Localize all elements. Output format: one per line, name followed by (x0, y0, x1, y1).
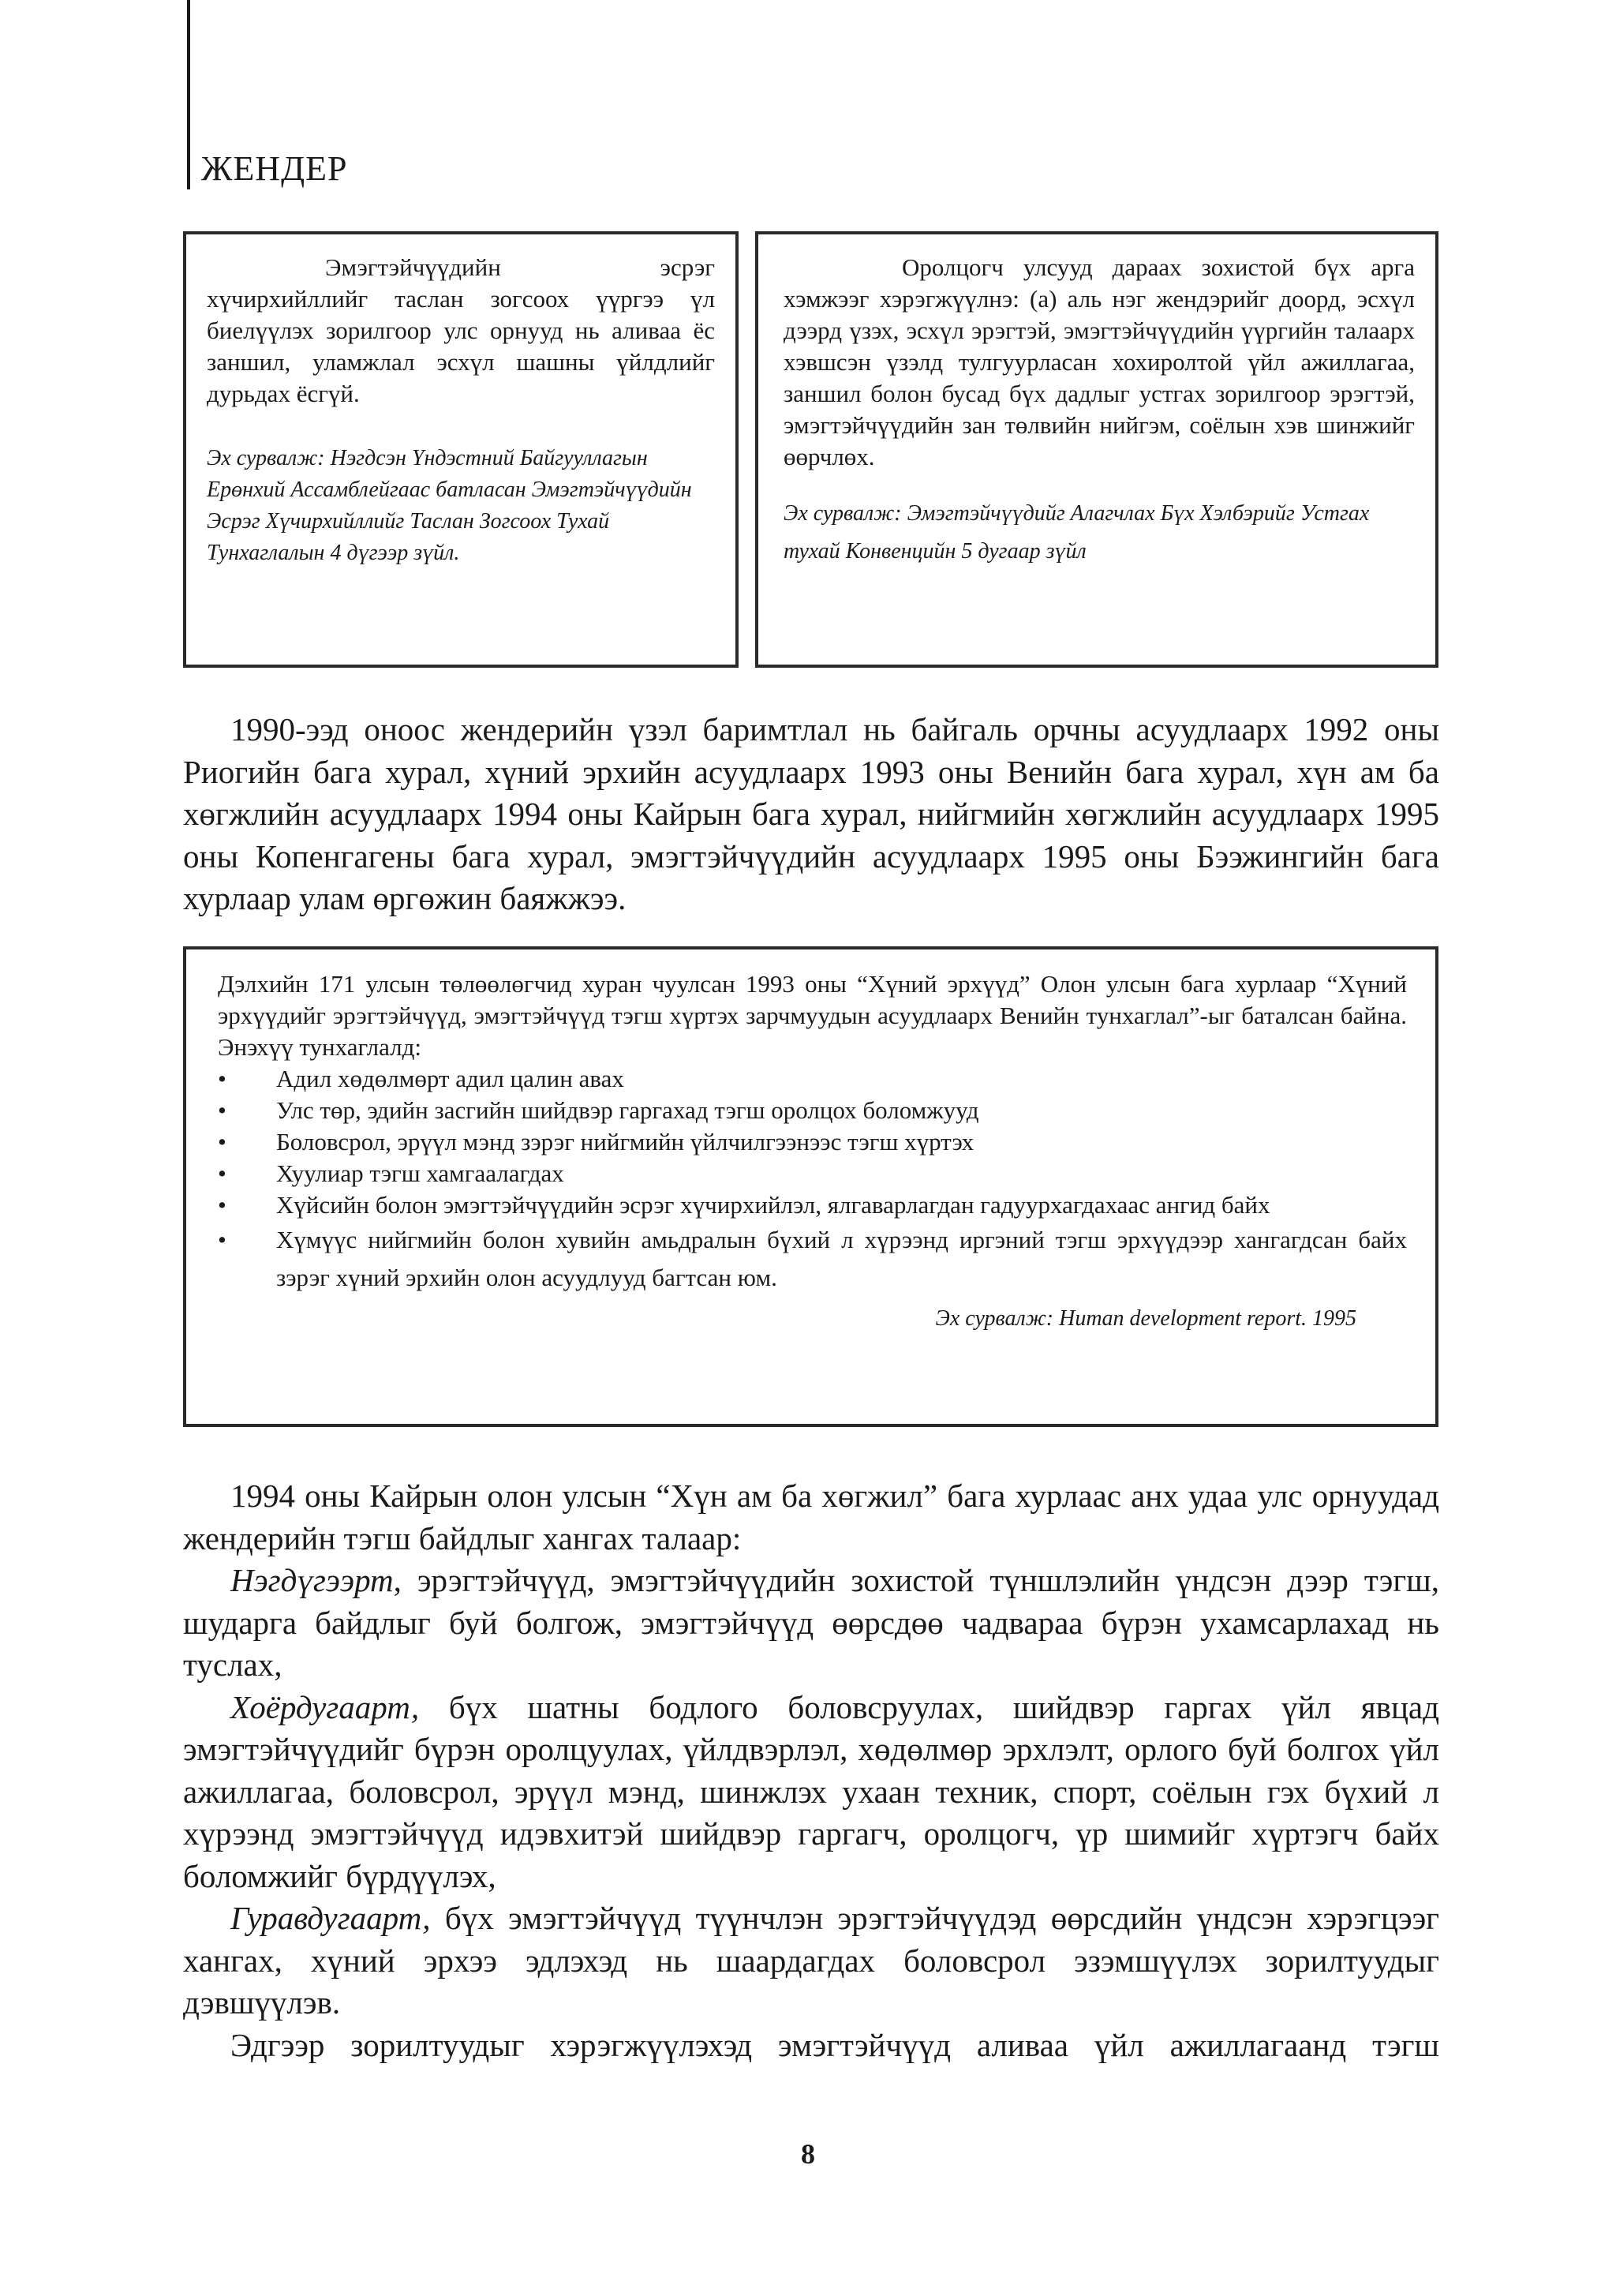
vienna-declaration-source: Эх сурвалж: Human development report. 1995 (935, 1306, 1356, 1331)
quote-box-right (755, 231, 1438, 668)
cairo-goal-3 (183, 1897, 1439, 2024)
quote-box-left-text: Эмэгтэйчүүдийн эсрэг хүчирхийллийг таслан зогсоох үүргээ үл биелүүлэх зорилгоор улс орнууд нь аливаа ёс заншил, уламжлал эсхүл шашны үйлдлийг дурьдах ёсгүй. (207, 253, 715, 407)
vienna-declaration-box (183, 946, 1438, 1427)
vienna-declaration-intro: Дэлхийн 171 улсын төлөөлөгчид хуран чуулсан 1993 оны “Хүний эрхүүд” Олон улсын бага хурлаар “Хүний эрхүүдийг эрэгтэйчүүд, эмэгтэйчүүд тэгш хүртэх зарчмуудын асуудлаарх Венийн тунхаглал”-ыг баталсан байна. Энэхүү тунхаглалд: (218, 970, 1407, 1061)
cairo-intro: 1994 оны Кайрын олон улсын “Хүн ам ба хөгжил” бага хурлаас анх удаа улс орнуудад жендерийн тэгш байдлыг хангах талаар: (183, 1478, 1439, 1556)
cairo-closing: Эдгээр зорилтуудыг хэрэгжүүлэхэд эмэгтэйчүүд аливаа үйл ажиллагаанд тэгш (230, 2026, 1439, 2063)
goal-2-label: Хоёрдугаарт, (230, 1688, 420, 1725)
list-item: • Улс төр, эдийн засгийн шийдвэр гаргахад тэгш оролцох боломжууд (218, 1095, 1407, 1126)
list-item: • Боловсрол, эрүүл мэнд зэрэг нийгмийн үйлчилгээнээс тэгш хүртэх (218, 1126, 1407, 1158)
list-item: • Хүйсийн болон эмэгтэйчүүдийн эсрэг хүчирхийлэл, ялгаварлагдан гадуурхагдахаас ангид байх (218, 1189, 1407, 1221)
cairo-goal-1 (183, 1560, 1439, 1687)
list-item: • Хуулиар тэгш хамгаалагдах (218, 1158, 1407, 1189)
body-paragraph-1: 1990-ээд оноос жендерийн үзэл баримтлал нь байгаль орчны асуудлаарх 1992 оны Риогийн бага хурал, хүний эрхийн асуудлаарх 1993 оны Венийн бага хурал, хүн ам ба хөгжлийн асуудлаарх 1994 оны Кайрын бага хурал, нийгмийн хөгжлийн асуудлаарх 1995 оны Копенгагены бага хурал, эмэгтэйчүүдийн асуудлаарх 1995 оны Бээжингийн бага хурлаар улам өргөжин баяжжээ. (183, 711, 1439, 916)
quote-box-left (183, 231, 739, 668)
goal-2-text: бүх шатны бодлого боловсруулах, шийдвэр гаргах үйл явцад эмэгтэйчүүдийг бүрэн оролцуулах, үйлдвэрлэл, хөдөлмөр эрхлэлт, орлого буй болгох үйл ажиллагаа, боловсрол, эрүүл мэнд, шинжлэх ухаан техник, спорт, соёлын гэх бүхий л хүрээнд эмэгтэйчүүд идэвхитэй шийдвэр гаргагч, оролцогч, үр шимийг хүртэгч байх боломжийг бүрдүүлэх, (183, 1688, 1439, 1894)
running-head: ЖЕНДЕР (201, 149, 348, 188)
list-item: • Хүмүүс нийгмийн болон хувийн амьдралын бүхий л хүрээнд иргэний тэгш эрхүүдээр хангагдсан байх зэрэг хүний эрхийн олон асуудлууд багтсан юм. (218, 1221, 1407, 1297)
list-item: • Адил хөдөлмөрт адил цалин авах (218, 1063, 1407, 1095)
quote-box-right-source: Эх сурвалж: Эмэгтэйчүүдийг Алагчлах Бүх Хэлбэрийг Устгах тухай Конвенцийн 5 дугаар зүйл (784, 501, 1370, 564)
body-section-cairo (183, 1475, 1439, 2066)
cairo-goal-2 (183, 1687, 1439, 1898)
quote-box-left-source: Эх сурвалж: Нэгдсэн Үндэстний Байгууллагын Ерөнхий Ассамблейгаас батласан Эмэгтэйчүүдийн Эсрэг Хүчирхийллийг Таслан Зогсоох Тухай Тунхаглалын 4 дүгээр зүйл. (207, 446, 692, 565)
page-number: 8 (801, 2138, 815, 2170)
header-rule (187, 0, 190, 189)
goal-3-label: Гуравдугаарт, (230, 1900, 431, 1936)
goal-1-label: Нэгдүгээрт (230, 1562, 394, 1598)
quote-box-right-text: Оролцогч улсууд дараах зохистой бүх арга хэмжээг хэрэгжүүлнэ: (а) аль нэг жендэрийг доорд, эсхүл дээрд үзэх, эсхүл эрэгтэй, эмэгтэйчүүдийн үүргийн талаарх хэвшсэн үзэлд тулгуурласан хохиролтой үйл ажиллагаа, заншил болон бусад бүх дадлыг устгах зорилгоор эрэгтэй, эмэгтэйчүүдийн зан төлвийн нийгэм, соёлын хэв шинжийг өөрчлөх. (784, 253, 1415, 470)
goal-3-text: бүх эмэгтэйчүүд түүнчлэн эрэгтэйчүүдэд өөрсдийн үндсэн хэрэгцээг хангах, хүний эрхээ эдлэхэд нь шаардагдах боловсрол эзэмшүүлэх зорилтуудыг дэвшүүлэв. (183, 1900, 1439, 2021)
goal-1-text: , эрэгтэйчүүд, эмэгтэйчүүдийн зохистой түншлэлийн үндсэн дээр тэгш, шударга байдлыг буй болгож, эмэгтэйчүүд өөрсдөө чадвараа бүрэн ухамсарлахад нь туслах, (183, 1562, 1439, 1683)
vienna-declaration-list (218, 1063, 1407, 1297)
